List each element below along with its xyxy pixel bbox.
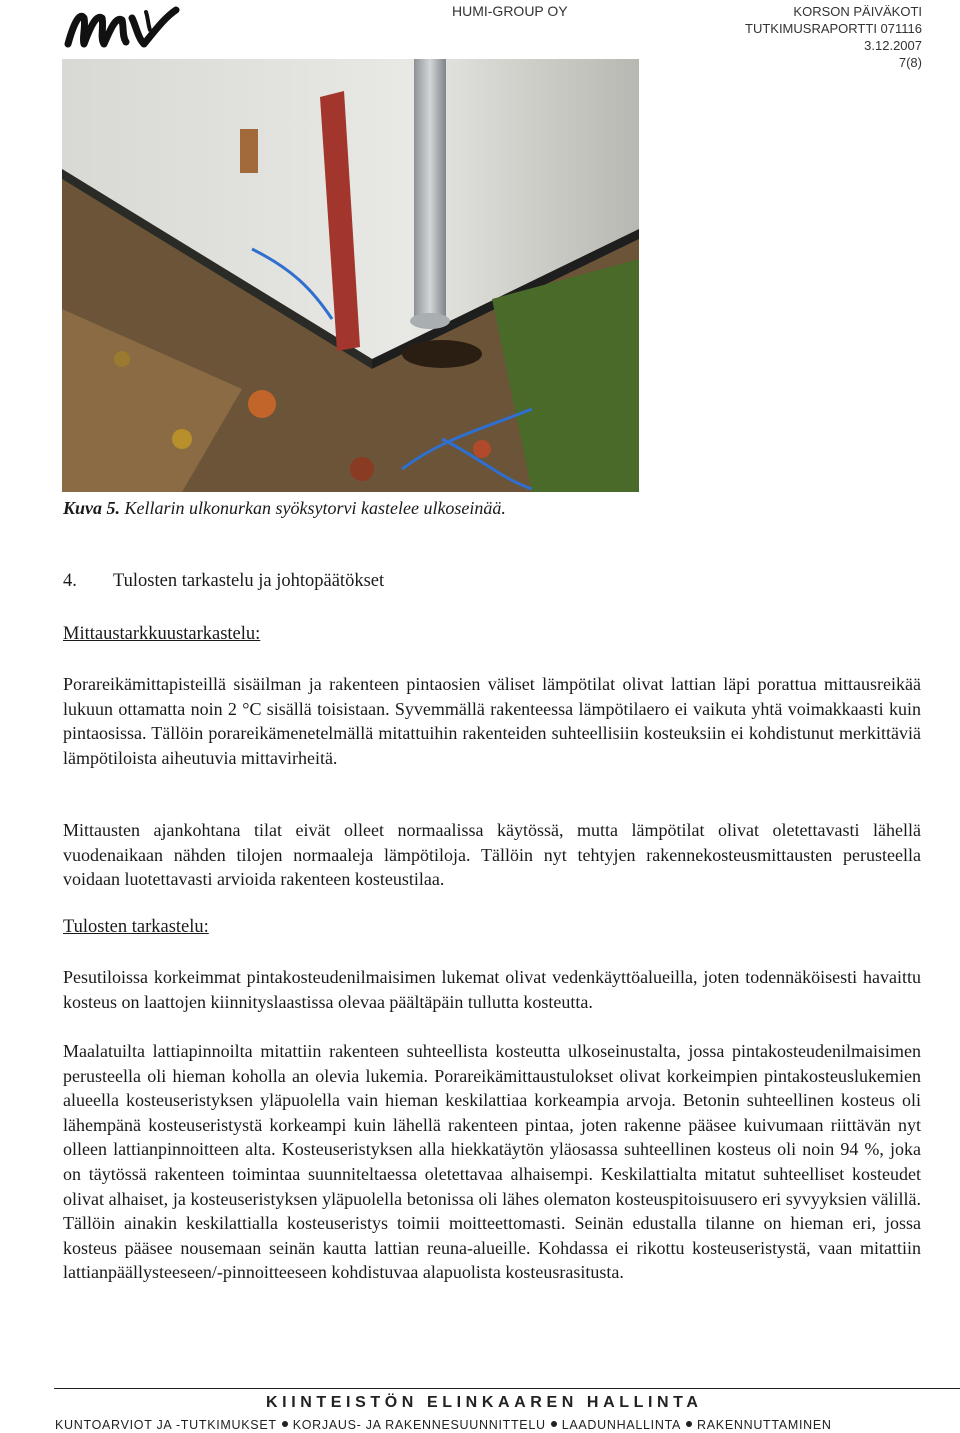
footer-title: KIINTEISTÖN ELINKAAREN HALLINTA — [266, 1394, 703, 1411]
footer-divider — [54, 1388, 960, 1389]
company-name: HUMI-GROUP OY — [452, 3, 568, 19]
bullet-icon — [551, 1421, 557, 1427]
page-number: 7(8) — [898, 55, 922, 70]
paragraph-3: Pesutiloissa korkeimmat pintakosteudenilmaisimen lukemat olivat vedenkäyttöalueilla, joten todennäköisesti havaittu kosteus on laattojen kiinnityslaastissa olevaa päältäpäin tullutta kosteutta. — [63, 967, 921, 1012]
footer-service: RAKENNUTTAMINEN — [697, 1418, 832, 1432]
figure-caption — [63, 498, 506, 519]
report-info — [662, 3, 922, 71]
section-heading — [63, 571, 384, 592]
subheading-accuracy: Mittaustarkkuustarkastelu: — [63, 624, 261, 644]
footer-service: LAADUNHALLINTA — [561, 1418, 682, 1432]
paragraph-2: Mittausten ajankohtana tilat eivät olleet normaalissa käytössä, mutta lämpötilat olivat oletettavasti lähellä vuodenaikaan nähden tilojen normaaleja lämpötiloja. Tällöin nyt tehtyjen rakennekosteusmittausten perusteella voidaan luotettavasti arvioida rakenteen kosteustilaa. — [63, 820, 921, 890]
section-title: Tulosten tarkastelu ja johtopäätökset — [113, 571, 385, 591]
bullet-icon — [282, 1421, 288, 1427]
footer-services — [55, 1418, 832, 1432]
subheading-results: Tulosten tarkastelu: — [63, 917, 209, 937]
bullet-icon — [686, 1421, 692, 1427]
figure-caption-text: Kellarin ulkonurkan syöksytorvi kastelee ulkoseinää. — [124, 498, 506, 518]
report-number: TUTKIMUSRAPORTTI 071116 — [745, 21, 922, 36]
figure-photo — [62, 59, 639, 492]
project-name: KORSON PÄIVÄKOTI — [793, 4, 922, 19]
section-number: 4. — [63, 571, 77, 591]
footer-service: KUNTOARVIOT JA -TUTKIMUKSET — [55, 1418, 277, 1432]
paragraph-1: Porareikämittapisteillä sisäilman ja rakenteen pintaosien väliset lämpötilat olivat lattian läpi porattua mittausreikää lukuun ottamatta noin 2 °C sisällä toisistaan. Syvemmällä rakenteessa lämpötilaero ei vaikuta yhtä voimakkaasti kuin pintaosissa. Tällöin porareikämenetelmällä mitattuihin rakenteiden suhteellisiin kosteuksiin ei kohdistunut merkittäviä lämpötiloista aiheutuvia mittavirheitä. — [63, 674, 921, 768]
figure-label: Kuva 5. — [63, 498, 121, 518]
paragraph-4: Maalatuilta lattiapinnoilta mitattiin rakenteen suhteellista kosteutta ulkoseinustalta, jossa pintakosteudenilmaisimen perusteella oli hieman koholla an olevia lukemia. Porareikämittaustulokset olivat korkeimpien pintakosteuslukemien alueella kosteuseristyksen yläpuolella vain hieman keskilattiaa korkeampia arvoja. Betonin suhteellinen kosteus oli lähempänä kosteuseristystä korkeampi kuin lähellä rakenteen pintaa, joten rakenne pääsee kuivumaan riittävän nyt olleen lattianpinnoitteen alta. Kosteuseristyksen alla hiekkatäytön yläosassa suhteellinen kosteus oli noin 94 %, joka on täytössä rakenteen toimintaa suunniteltaessa oletettavaa alhaisempi. Keskilattialta mitatut suhteelliset kosteudet olivat alhaiset, ja kosteuseristyksen yläpuolella betonissa oli lähes olematon kosteuspitoisuusero eri syvyyksien välillä. Tällöin ainakin keskilattialla kosteuseristys toimii moitteettomasti. Seinän edustalla tilanne on hieman eri, jossa kosteus pääsee nousemaan seinän kautta lattian reuna-alueille. Kohdassa ei rikottu kosteuseristystä, vaan mitattiin lattianpäällysteeseen/-pinnoitteeseen kohdistuvaa alapuolista kosteusrasitusta. — [63, 1041, 921, 1283]
mv-logo-icon — [64, 4, 180, 50]
report-date: 3.12.2007 — [864, 38, 922, 53]
footer-service: KORJAUS- JA RAKENNESUUNNITTELU — [292, 1418, 546, 1432]
